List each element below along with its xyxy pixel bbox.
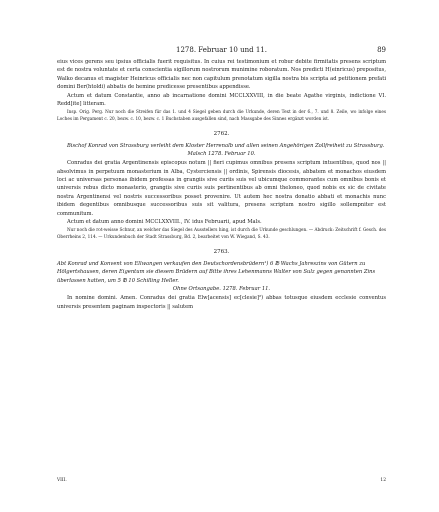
charter-2762-notes: Nur noch die rot-weisse Schnur, an welcher das Siegel des Ausstellers hing, ist durch die Urkunde geschlungen. — Abdruck: Zeitschrift f. Gesch. des Oberrheins 2, 114. — Urkundenbuch der Stadt Strassburg, Bd. 2, bearbeitet von W. Wiegand, S. 43. xyxy=(57,227,386,239)
charter-2763-number: 2763. xyxy=(213,248,230,255)
charter-2762-regest: Bischof Konrad von Strassburg verleiht dem Kloster Herrenalb und allen seinen Angehörigen Zollfreiheit zu Strassburg. xyxy=(67,142,385,149)
charter-2761-notes: Insp. Orig. Perg. Nur noch die Streifen für das 1. und 4 Siegel geben durch die Urkunde, deren Text in der 6., 7. und 8. Zeile, wo infolge eines Loches im Pergament c. 20, bezw. c. 10, bezw. c. 1 Buchstaben ausgefallen sind, nach Massgabe des Sinnes ergänzt worden ist. xyxy=(57,109,386,121)
charter-2761-datum: Actum et datum Constantie, anno ab incarnatione domini MCCLXXVIII, in die beate Agathe virginis, indictione VI. Redd[ite] litteram. xyxy=(57,92,386,108)
footer-volume: VIII. xyxy=(57,478,67,483)
charter-2762-body: Conradus dei gratia Argentinensis episcopus notum || fieri cupimus omnibus presens scriptum intuentibus, quod nos || absolvimus in perpetuum monasterium in Alba, Cysterciensis || ordinis, Spirensis diocesis, abbatem et monachos eiusdem loci ac universas personas ibidem professas in grangiis sive curiis suis vel ubicumque commorantes cum omnibus bonis et universis rebus dicto monasterio, grangiis sive curiis suis pertinentibus ab omni theloneo, quod nobis ex sic de civitate nostra Argentinensi vel nostris successoribus posset provenire. Ut autem hec nostra donatio abbati et monachis nunc ibidem degentibus omnibusque successoribus suis sit valitura, presens scriptum nostro sigillo sollempniter est communitum. xyxy=(57,160,386,217)
running-header xyxy=(57,46,386,56)
charter-2761-text: eius vices gerens seu ipsius officialis fuerit requisitus. In cuius rei testimonium et robur debite firmitatis presens scriptum est de nostra voluntate et certa conscientia sigillorum nostrorum munimine roboratum. Nos predicti H(einricus) prepositus, Walko decanus et magister Heinricus officialis nec non capitulum prenotatum sigilla nostra bis scripta ad petitionem prefati domini Ber(htoldi) abbatis de hemine predicesse presentibus appendisse. xyxy=(57,59,386,91)
footer-sheet: 12 xyxy=(380,478,386,483)
page-footer xyxy=(57,478,386,486)
page-number: 89 xyxy=(377,46,386,54)
charter-2763-place-date: Ohne Ortsangabe. 1278. Februar 11. xyxy=(172,286,271,293)
header-date: 1278. Februar 10 und 11. xyxy=(176,46,267,54)
charter-2762-place-date: Malsch 1278. Februar 10. xyxy=(187,151,256,158)
charter-2762-datum: Actum et datum anno domini MCCLXXVIII., IV. idus Februarii, apud Mals. xyxy=(67,219,262,226)
charter-2763-body: In nomine domini. Amen. Conradus dei gratia Elw[acensis] ec[clesie]²) abbas totusque eiusdem ecclesie conventus universis presentem paginam inspectoris || salutem xyxy=(57,295,386,310)
charter-2763-regest: Abt Konrad und Konvent von Ellwangen verkaufen den Deutschordensbrüdern¹) 6 ℔ Wachs Jahreszins von Gütern zu Hölgertshausen, deren Eigentum sie diesem Brüdern auf Bitte ihres Lehenmanns Walter von Sulz gegen genannten Zins überlassen hatten, um 5 ℔ 10 Schilling Heller. xyxy=(57,260,376,284)
charter-2762-number: 2762. xyxy=(213,130,230,137)
